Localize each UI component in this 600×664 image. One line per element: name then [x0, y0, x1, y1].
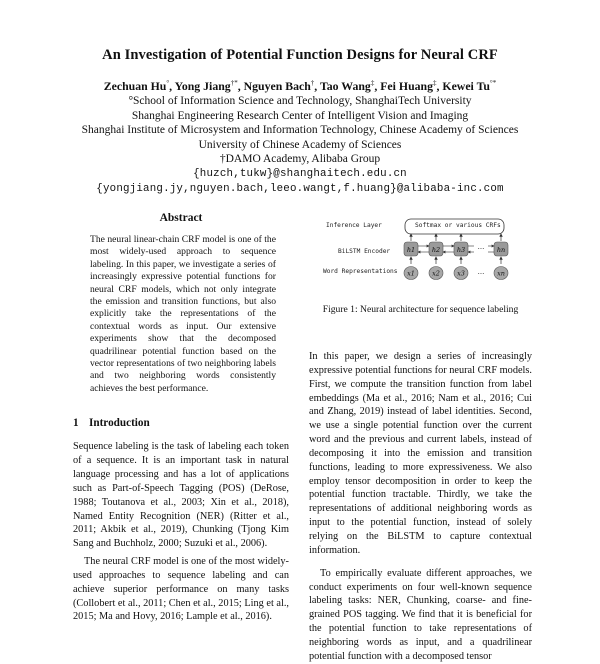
author-mark: ‡	[432, 79, 437, 87]
word-node-label: x3	[457, 269, 465, 278]
figure-caption: Figure 1: Neural architecture for sequence labeling	[322, 304, 519, 315]
word-node-label: x2	[432, 269, 440, 278]
affiliation-2: Shanghai Engineering Research Center of Intelligent Vision and Imaging	[131, 109, 469, 122]
left-column	[73, 212, 289, 624]
author-line	[0, 79, 600, 94]
right-paragraph-1: In this paper, we design a series of increasingly expressive potential functions for neural CRF models. First, we compute the transition function from label embeddings (Ma et al., 2016; Nam et al., 2016; Cui and Zhang, 2019) instead of label identities. Second, we use a single potential function over the current word and the previous and current labels, instead of decomposing it into the emission and transition functions, leading to more expressiveness. We also employ tensor decomposition in order to keep the potential function tractable. Thirdly, we take the representations of additional neighboring words as input to the potential function, instead of solely relying on the BiLSTM to capture contextual information.	[309, 351, 532, 556]
author-mark: ‡	[370, 79, 375, 87]
crf-box-label: Softmax or various CRFs	[415, 222, 501, 229]
word-node-label: xn	[497, 269, 505, 278]
right-paragraph-2: To empirically evaluate different approaches, we conduct experiments on four well-known sequence labeling tasks: NER, Chunking, coarse- and fine-grained POS tagging. We find that it is beneficial for the potential function to take representations of neighboring words as input, and a quadrilinear potential function with a decomposed tensor	[309, 567, 532, 662]
word-nodes	[404, 267, 508, 280]
bilstm-nodes	[404, 234, 508, 264]
author-mark: †	[310, 79, 315, 87]
bilstm-label: BiLSTM Encoder	[338, 248, 391, 255]
section-number: 1	[73, 417, 79, 430]
author-mark: °	[166, 79, 170, 87]
bilstm-node-label: h1	[406, 246, 416, 254]
email-line-2: {yongjiang.jy,nguyen.bach,leeo.wangt,f.huang}@alibaba-inc.com	[96, 182, 504, 195]
author-mark: °*	[489, 79, 497, 87]
author-name: Zechuan Hu	[103, 79, 167, 93]
author-name: Kewei Tu	[442, 79, 490, 93]
author-name: Tao Wang	[319, 79, 371, 93]
word-rep-label: Word Representations	[323, 268, 398, 275]
intro-paragraph-2: The neural CRF model is one of the most widely-used approaches to sequence labeling and can achieve superior performance on many tasks (Collobert et al., 2011; Chen et al., 2015; Ling et al., 2015; Ma and Hovy, 2016; Lample et al., 2016).	[73, 556, 289, 623]
email-line-1: {huzch,tukw}@shanghaitech.edu.cn	[193, 168, 407, 181]
abstract-body: The neural linear-chain CRF model is one of the most widely-used approach to sequence labeling. In this paper, we investigate a series of increasingly expressive potential functions for neural CRF models, which not only integrate the emission and transition functions, but also explicitly take the representations of the contextual words as input. Our extensive experiments show that the decomposed quadrilinear potential function based on the vector representations of two neighboring labels and two neighboring words consistently achieves the best performance.	[90, 234, 276, 394]
section-title: Introduction	[89, 417, 150, 430]
paper-title: An Investigation of Potential Function Designs for Neural CRF	[102, 47, 498, 63]
author-names: Zechuan Hu°, Yong Jiang†*, Nguyen Bach†, Tao Wang‡, Fei Huang‡, Kewei Tu°*	[103, 79, 497, 93]
paper-header	[0, 79, 600, 196]
inference-layer-label: Inference Layer	[326, 222, 382, 229]
ellipsis-h: ···	[477, 245, 485, 253]
affiliation-4: University of Chinese Academy of Sciences	[198, 138, 402, 151]
bilstm-node-label: hn	[496, 246, 506, 254]
affiliation-1: °School of Information Science and Technology, ShanghaiTech University	[128, 95, 472, 108]
author-name: Yong Jiang	[174, 79, 231, 93]
bilstm-node-label: h3	[456, 246, 466, 254]
author-mark: †*	[230, 79, 238, 87]
abstract-title: Abstract	[159, 212, 203, 224]
right-column	[309, 216, 532, 664]
affiliation-3: Shanghai Institute of Microsystem and Information Technology, Chinese Academy of Sciences	[81, 124, 519, 137]
affiliation-5: †DAMO Academy, Alibaba Group	[219, 153, 381, 166]
bilstm-node-label: h2	[431, 246, 441, 254]
author-name: Nguyen Bach	[243, 79, 311, 93]
section-heading	[73, 417, 289, 429]
author-name: Fei Huang	[380, 79, 433, 93]
word-node-label: x1	[407, 269, 415, 278]
figure-1	[309, 216, 532, 304]
ellipsis-x: ···	[477, 270, 485, 278]
intro-paragraph-1: Sequence labeling is the task of labeling each token of a sequence. It is an important task in natural language processing and has a lot of applications such as Part-of-Speech Tagging (POS) (DeRose, 1988; Toutanova et al., 2003; Xin et al., 2018), Named Entity Recognition (NER) (Ritter et al., 2011; Akbik et al., 2019), Chunking (Tjong Kim Sang and Buchholz, 2000; Suzuki et al., 2006).	[73, 441, 289, 550]
